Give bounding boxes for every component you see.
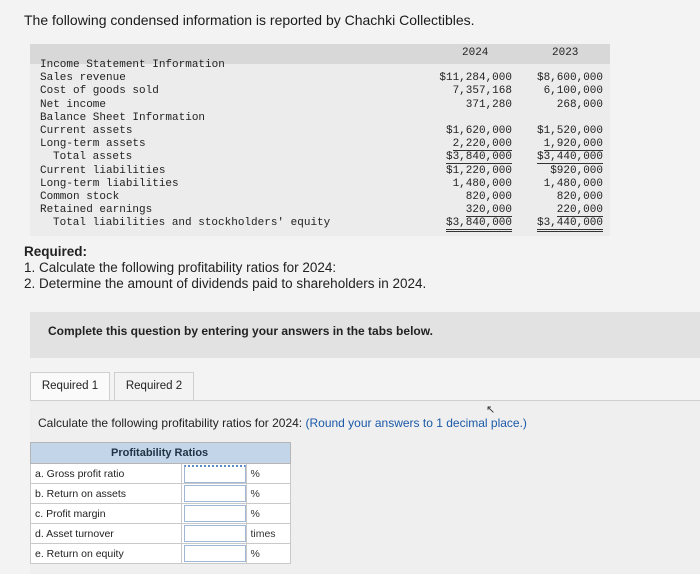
fin-value-2023: $8,600,000 <box>536 72 603 85</box>
fin-row-label: Cost of goods sold <box>40 85 159 98</box>
fin-value-2024: 1,480,000 <box>452 177 512 190</box>
fin-value-2023: $3,440,000 <box>537 217 603 232</box>
ratio-name: e. Return on equity <box>31 544 182 564</box>
required-item-2: 2. Determine the amount of dividends paid to shareholders in 2024. <box>24 276 427 291</box>
fin-value-2024: $3,840,000 <box>446 217 512 232</box>
ratio-name: a. Gross profit ratio <box>31 464 182 484</box>
year-2024-header: 2024 <box>462 47 489 59</box>
profit-margin-input[interactable] <box>184 505 246 522</box>
required-item-1: 1. Calculate the following profitability ratios for 2024: <box>24 260 337 275</box>
ratio-unit: % <box>247 544 291 564</box>
ratio-name: b. Return on assets <box>31 484 182 504</box>
fin-row-label: Current assets <box>40 125 133 137</box>
fin-row-label: Long-term assets <box>40 138 146 151</box>
fin-value-2024: 371,280 <box>465 98 512 111</box>
asset-turnover-input[interactable] <box>184 525 246 542</box>
required-section <box>24 244 426 292</box>
complete-text: Complete this question by entering your answers in the tabs below. <box>48 324 433 338</box>
fin-value-2023: 220,000 <box>556 204 603 217</box>
fin-value-2024: $3,840,000 <box>445 151 512 164</box>
fin-value-2024: 320,000 <box>465 204 512 217</box>
ratio-name: c. Profit margin <box>31 504 182 524</box>
fin-row-label: Balance Sheet Information <box>40 111 206 124</box>
fin-row-label: Current liabilities <box>40 164 166 177</box>
ratio-unit: % <box>247 504 291 524</box>
fin-value-2023: 1,920,000 <box>543 138 603 151</box>
tab-required-1[interactable]: Required 1 <box>30 372 110 400</box>
ratio-unit: times <box>247 524 291 544</box>
fin-value-2024: 820,000 <box>465 191 512 203</box>
instruction-note: (Round your answers to 1 decimal place.) <box>305 416 527 430</box>
ratio-unit: % <box>247 464 291 484</box>
mouse-cursor-icon: ↖ <box>486 404 496 416</box>
ratio-row-return-on-equity <box>31 544 291 564</box>
fin-row-label: Long-term liabilities <box>40 177 179 190</box>
ratio-row-asset-turnover <box>31 524 291 544</box>
fin-value-2023: $1,520,000 <box>536 125 603 137</box>
year-2023-header: 2023 <box>552 47 579 59</box>
fin-value-2023: $920,000 <box>550 164 603 177</box>
fin-value-2024: $11,284,000 <box>439 72 512 85</box>
return-on-equity-input[interactable] <box>184 545 246 562</box>
fin-row-label: Common stock <box>40 191 120 203</box>
fin-value-2024: $1,620,000 <box>445 125 512 137</box>
fin-row-label: Income Statement Information <box>40 59 225 71</box>
fin-row-label: Sales revenue <box>40 72 126 85</box>
ratio-row-return-on-assets <box>31 484 291 504</box>
fin-row-label: Total assets <box>53 151 133 164</box>
ratio-name: d. Asset turnover <box>31 524 182 544</box>
intro-text: The following condensed information is reported by Chachki Collectibles. <box>24 12 475 28</box>
fin-value-2024: 7,357,168 <box>452 85 512 98</box>
required-heading: Required: <box>24 244 88 259</box>
fin-value-2023: 1,480,000 <box>543 177 603 190</box>
instruction-main: Calculate the following profitability ratios for 2024: <box>38 416 306 430</box>
instruction-text <box>38 416 527 430</box>
ratio-row-gross-profit <box>31 464 291 484</box>
fin-value-2023: 6,100,000 <box>543 85 603 98</box>
fin-row-label: Total liabilities and stockholders' equity <box>53 217 331 230</box>
tab-required-2[interactable]: Required 2 <box>114 372 194 400</box>
profitability-ratios-table <box>30 442 291 564</box>
ratio-row-profit-margin <box>31 504 291 524</box>
fin-row-label: Net income <box>40 98 107 111</box>
gross-profit-ratio-input[interactable] <box>184 465 246 483</box>
fin-value-2023: 268,000 <box>556 98 603 111</box>
return-on-assets-input[interactable] <box>184 485 246 502</box>
fin-value-2024: 2,220,000 <box>452 138 512 151</box>
fin-value-2024: $1,220,000 <box>445 164 512 177</box>
ratio-table-header: Profitability Ratios <box>31 443 291 464</box>
ratio-unit: % <box>247 484 291 504</box>
fin-value-2023: $3,440,000 <box>536 151 603 164</box>
fin-row-label: Retained earnings <box>40 204 153 217</box>
fin-value-2023: 820,000 <box>556 191 603 203</box>
complete-banner <box>30 312 700 358</box>
